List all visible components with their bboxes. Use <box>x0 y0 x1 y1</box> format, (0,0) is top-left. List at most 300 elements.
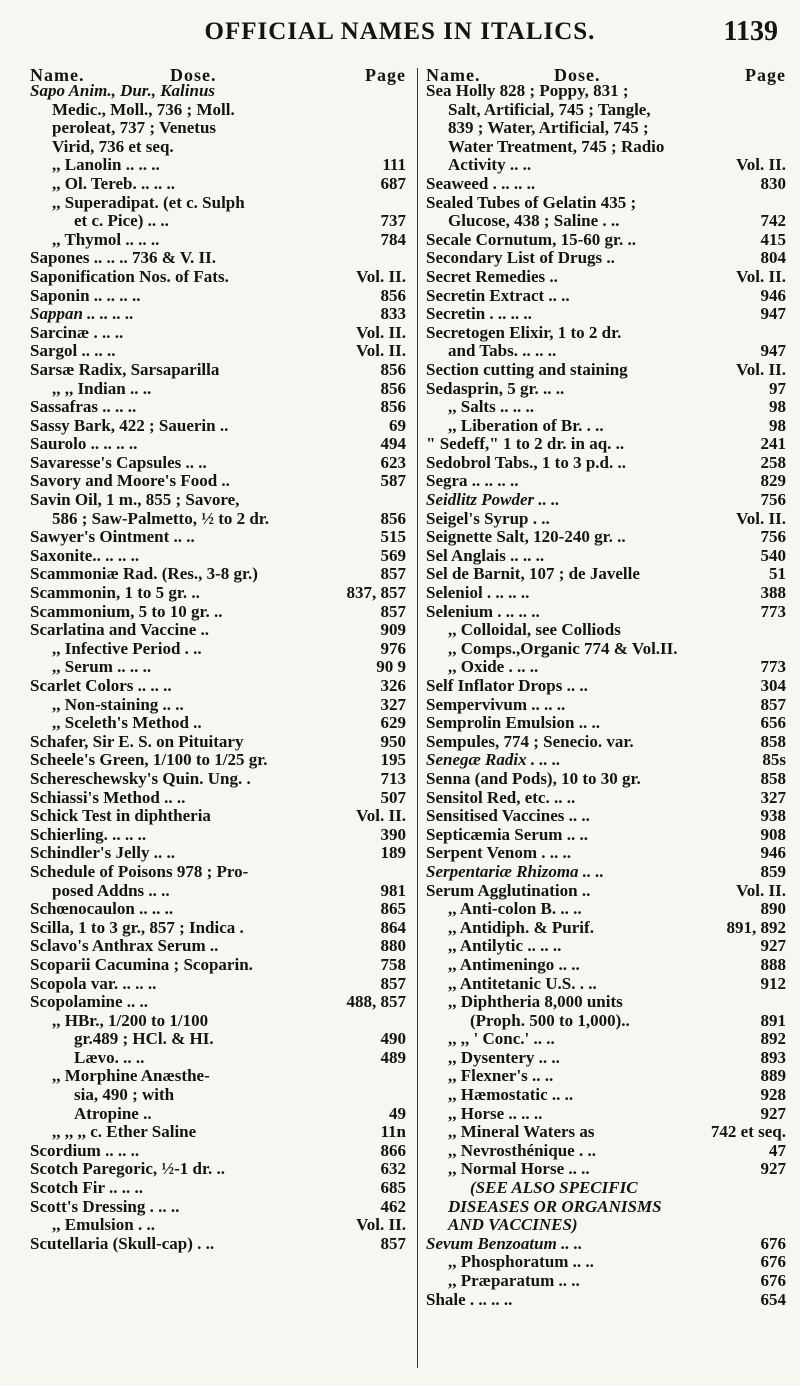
heading-name: Name. <box>426 65 481 85</box>
heading-dose: Dose. <box>170 65 217 85</box>
index-entry <box>30 1030 408 1049</box>
index-entry <box>30 733 408 752</box>
entry-text: Schick Test in diphtheria <box>30 806 211 826</box>
entry-page-ref: 908 <box>760 824 786 844</box>
entry-text: Schereschewsky's Quin. Ung. . <box>30 768 251 788</box>
index-entry <box>30 863 408 882</box>
index-entry <box>426 435 788 454</box>
index-entry <box>426 1235 788 1254</box>
entry-text: Schœnocaulon .. .. .. <box>30 899 174 919</box>
entry-page-ref: 950 <box>380 731 406 751</box>
index-entry <box>426 510 788 529</box>
entry-text: Schedule of Poisons 978 ; Pro- <box>30 861 249 881</box>
entry-text: Sawyer's Ointment .. .. <box>30 527 195 547</box>
entry-page-ref: Vol. II. <box>736 155 786 175</box>
entry-text: Sappan .. .. .. .. <box>30 304 134 324</box>
entry-text: Seaweed . .. .. .. <box>426 173 536 193</box>
index-entry <box>30 677 408 696</box>
entry-page-ref: 388 <box>760 583 786 603</box>
entry-text: Sassy Bark, 422 ; Sauerin .. <box>30 415 229 435</box>
index-entry <box>30 956 408 975</box>
index-entry <box>426 882 788 901</box>
entry-text: Senegæ Radix . .. .. <box>426 750 561 770</box>
entry-text: Shale . .. .. .. <box>426 1289 513 1309</box>
entry-page-ref: 837, 857 <box>346 583 406 603</box>
entry-page-ref: 889 <box>760 1066 786 1086</box>
index-entry <box>426 1253 788 1272</box>
index-entry <box>30 342 408 361</box>
column-divider <box>417 68 418 1368</box>
entry-text: ,, ,, ' Conc.' .. .. <box>448 1029 555 1049</box>
entry-text: Senna (and Pods), 10 to 30 gr. <box>426 768 641 788</box>
entry-text: Sedobrol Tabs., 1 to 3 p.d. .. <box>426 452 626 472</box>
entry-page-ref: 927 <box>760 1159 786 1179</box>
entry-page-ref: 909 <box>380 620 406 640</box>
index-entry <box>426 1012 788 1031</box>
entry-text: Activity .. .. <box>448 155 532 175</box>
index-entry <box>426 1086 788 1105</box>
entry-page-ref: 494 <box>380 434 406 454</box>
entry-page-ref: 85s <box>762 750 786 770</box>
entry-text: ,, Antilytic .. .. .. <box>448 936 562 956</box>
entry-page-ref: 857 <box>380 1233 406 1253</box>
entry-page-ref: 462 <box>380 1196 406 1216</box>
entry-page-ref: Vol. II. <box>356 806 406 826</box>
entry-page-ref: 326 <box>380 676 406 695</box>
entry-page-ref: 928 <box>760 1085 786 1105</box>
index-entry <box>426 398 788 417</box>
index-entry <box>30 287 408 306</box>
page-number: 1139 <box>723 16 778 47</box>
index-entry <box>426 380 788 399</box>
index-entry <box>426 565 788 584</box>
entry-text: Sevum Benzoatum .. .. <box>426 1233 583 1253</box>
index-entry <box>426 584 788 603</box>
entry-page-ref: 676 <box>760 1233 786 1253</box>
entry-text: Selenium . .. .. .. <box>426 601 540 621</box>
entry-text: (SEE ALSO SPECIFIC <box>470 1178 638 1198</box>
entry-text: ,, Antimeningo .. .. <box>448 954 580 974</box>
entry-page-ref: 829 <box>760 471 786 491</box>
entry-page-ref: 189 <box>380 843 406 863</box>
index-entry <box>426 751 788 770</box>
entry-text: Sedasprin, 5 gr. .. .. <box>426 378 565 398</box>
running-title: OFFICIAL NAMES IN ITALICS. <box>204 18 596 45</box>
entry-page-ref: 927 <box>760 1103 786 1123</box>
entry-text: Scopolamine .. .. <box>30 992 149 1012</box>
entry-page-ref: 327 <box>760 787 786 807</box>
index-entry <box>426 1272 788 1291</box>
entry-text: Sel Anglais .. .. .. <box>426 545 545 565</box>
entry-text: Secret Remedies .. <box>426 266 558 286</box>
right-index-column <box>426 82 788 1309</box>
index-entry <box>30 324 408 343</box>
entry-page-ref: 327 <box>380 694 406 714</box>
index-entry <box>426 1179 788 1198</box>
entry-text: Scotch Fir .. .. .. <box>30 1178 144 1198</box>
entry-text: Virid, 736 et seq. <box>52 136 174 156</box>
index-entry <box>426 993 788 1012</box>
index-entry <box>30 770 408 789</box>
index-entry <box>30 1142 408 1161</box>
index-entry <box>30 82 408 101</box>
entry-text: (Proph. 500 to 1,000).. <box>470 1010 630 1030</box>
entry-page-ref: 111 <box>382 155 406 175</box>
entry-text: Septicæmia Serum .. .. <box>426 824 588 844</box>
index-entry <box>30 993 408 1012</box>
index-entry <box>30 119 408 138</box>
entry-text: Secale Cornutum, 15-60 gr. .. <box>426 229 636 249</box>
entry-text: Scopola var. .. .. .. <box>30 973 157 993</box>
page-header <box>0 10 800 60</box>
entry-text: Sempervivum .. .. .. <box>426 694 566 714</box>
index-entry <box>426 1198 788 1217</box>
entry-page-ref: 713 <box>380 768 406 788</box>
entry-page-ref: 892 <box>760 1029 786 1049</box>
entry-text: 839 ; Water, Artificial, 745 ; <box>448 118 649 138</box>
entry-page-ref: Vol. II. <box>356 341 406 361</box>
entry-page-ref: Vol. II. <box>736 266 786 286</box>
entry-text: AND VACCINES) <box>448 1215 578 1235</box>
entry-page-ref: 676 <box>760 1252 786 1272</box>
entry-text: Scoparii Cacumina ; Scoparin. <box>30 954 253 974</box>
index-entry <box>426 789 788 808</box>
entry-text: gr.489 ; HCl. & HI. <box>74 1029 214 1049</box>
entry-text: ,, Comps.,Organic 774 & Vol.II. <box>448 638 678 658</box>
index-entry <box>426 826 788 845</box>
index-entry <box>426 919 788 938</box>
entry-text: Sarcinæ . .. .. <box>30 322 124 342</box>
index-entry <box>30 398 408 417</box>
entry-text: ,, ,, ,, c. Ether Saline <box>52 1122 197 1142</box>
entry-text: ,, Phosphoratum .. .. <box>448 1252 594 1272</box>
index-entry <box>30 640 408 659</box>
entry-page-ref: 632 <box>380 1159 406 1179</box>
index-entry <box>426 975 788 994</box>
entry-text: Saurolo .. .. .. .. <box>30 434 138 454</box>
entry-page-ref: 888 <box>760 954 786 974</box>
entry-page-ref: 47 <box>769 1140 786 1160</box>
entry-text: Section cutting and staining <box>426 359 628 379</box>
entry-text: Schierling. .. .. .. <box>30 824 147 844</box>
entry-page-ref: 858 <box>760 768 786 788</box>
index-entry <box>30 1012 408 1031</box>
entry-page-ref: 946 <box>760 843 786 863</box>
entry-text: Saponin .. .. .. .. <box>30 285 141 305</box>
index-entry <box>30 1216 408 1235</box>
entry-text: Atropine .. <box>74 1103 152 1123</box>
index-entry <box>30 454 408 473</box>
index-entry <box>30 919 408 938</box>
heading-page: Page <box>745 65 786 85</box>
index-entry <box>30 882 408 901</box>
entry-text: Seleniol . .. .. .. <box>426 583 530 603</box>
entry-text: ,, ,, Indian .. .. <box>52 378 152 398</box>
entry-text: Schiassi's Method .. .. <box>30 787 186 807</box>
entry-text: ,, Præparatum .. .. <box>448 1271 580 1290</box>
index-entry <box>30 789 408 808</box>
index-entry <box>426 287 788 306</box>
entry-text: Serum Agglutination .. <box>426 880 591 900</box>
index-entry <box>30 1123 408 1142</box>
entry-page-ref: 97 <box>769 378 786 398</box>
entry-page-ref: 976 <box>380 638 406 658</box>
entry-page-ref: 629 <box>380 713 406 733</box>
entry-page-ref: 773 <box>760 657 786 677</box>
entry-page-ref: 804 <box>760 248 786 268</box>
entry-page-ref: 856 <box>380 285 406 305</box>
entry-text: Self Inflator Drops .. .. <box>426 676 588 695</box>
index-entry <box>426 1067 788 1086</box>
index-entry <box>30 212 408 231</box>
entry-page-ref: 756 <box>760 527 786 547</box>
entry-text: Secretin . .. .. .. <box>426 304 532 324</box>
entry-page-ref: 515 <box>380 527 406 547</box>
index-entry <box>30 268 408 287</box>
entry-text: Sapones .. .. .. 736 & V. II. <box>30 248 216 268</box>
entry-text: Sempules, 774 ; Senecio. var. <box>426 731 634 751</box>
index-entry <box>426 1160 788 1179</box>
entry-text: Saxonite.. .. .. .. <box>30 545 140 565</box>
entry-text: Scilla, 1 to 3 gr., 857 ; Indica . <box>30 917 244 937</box>
entry-page-ref: 540 <box>760 545 786 565</box>
heading-name: Name. <box>30 65 85 85</box>
index-entry <box>30 510 408 529</box>
entry-page-ref: 857 <box>380 973 406 993</box>
index-entry <box>30 547 408 566</box>
entry-page-ref: Vol. II. <box>356 266 406 286</box>
entry-page-ref: 830 <box>760 173 786 193</box>
index-entry <box>426 305 788 324</box>
entry-page-ref: 865 <box>380 899 406 919</box>
index-entry <box>426 528 788 547</box>
entry-page-ref: 507 <box>380 787 406 807</box>
entry-text: Savaresse's Capsules .. .. <box>30 452 207 472</box>
entry-text: sia, 490 ; with <box>74 1085 175 1105</box>
entry-text: ,, Salts .. .. .. <box>448 397 534 417</box>
entry-text: " Sedeff," 1 to 2 dr. in aq. .. <box>426 434 625 454</box>
entry-page-ref: 98 <box>769 397 786 417</box>
entry-text: Scammonium, 5 to 10 gr. .. <box>30 601 223 621</box>
index-entry <box>30 807 408 826</box>
index-entry <box>426 194 788 213</box>
entry-text: Schindler's Jelly .. .. <box>30 843 175 863</box>
entry-text: Sapo Anim., Dur., Kalinus <box>30 81 216 100</box>
index-entry <box>426 1030 788 1049</box>
entry-page-ref: 833 <box>380 304 406 324</box>
entry-text: Sea Holly 828 ; Poppy, 831 ; <box>426 81 629 100</box>
entry-page-ref: 742 et seq. <box>710 1122 786 1142</box>
index-entry <box>426 268 788 287</box>
entry-text: Sclavo's Anthrax Serum .. <box>30 936 219 956</box>
heading-dose: Dose. <box>554 65 601 85</box>
entry-page-ref: 864 <box>380 917 406 937</box>
entry-text: 586 ; Saw-Palmetto, ½ to 2 dr. <box>52 508 270 528</box>
index-entry <box>426 119 788 138</box>
entry-page-ref: Vol. II. <box>736 359 786 379</box>
entry-page-ref: 685 <box>380 1178 406 1198</box>
index-entry <box>426 1291 788 1310</box>
index-entry <box>426 156 788 175</box>
index-entry <box>30 156 408 175</box>
index-entry <box>30 1160 408 1179</box>
entry-text: Saponification Nos. of Fats. <box>30 266 229 286</box>
index-entry <box>426 807 788 826</box>
entry-page-ref: 11n <box>380 1122 406 1142</box>
entry-text: ,, Emulsion . .. <box>52 1215 155 1235</box>
index-entry <box>30 417 408 436</box>
index-entry <box>30 231 408 250</box>
entry-text: Scott's Dressing . .. .. <box>30 1196 180 1216</box>
entry-page-ref: 946 <box>760 285 786 305</box>
index-entry <box>30 826 408 845</box>
index-entry <box>426 175 788 194</box>
entry-text: ,, Horse .. .. .. <box>448 1103 543 1123</box>
entry-text: ,, Anti-colon B. .. .. <box>448 899 582 919</box>
index-entry <box>30 380 408 399</box>
entry-page-ref: 866 <box>380 1140 406 1160</box>
entry-page-ref: 856 <box>380 508 406 528</box>
entry-text: Medic., Moll., 736 ; Moll. <box>52 99 235 119</box>
entry-page-ref: 857 <box>760 694 786 714</box>
index-entry <box>30 305 408 324</box>
entry-text: Savin Oil, 1 m., 855 ; Savore, <box>30 490 240 510</box>
entry-page-ref: 891, 892 <box>726 917 786 937</box>
entry-text: ,, Antidiph. & Purif. <box>448 917 594 937</box>
index-entry <box>426 863 788 882</box>
entry-page-ref: Vol. II. <box>356 1215 406 1235</box>
entry-text: Savory and Moore's Food .. <box>30 471 230 491</box>
index-entry <box>426 249 788 268</box>
index-entry <box>30 603 408 622</box>
index-entry <box>30 696 408 715</box>
index-entry <box>30 658 408 677</box>
entry-page-ref: Vol. II. <box>736 508 786 528</box>
entry-text: et c. Pice) .. .. <box>74 211 169 231</box>
entry-page-ref: 488, 857 <box>346 992 406 1012</box>
entry-text: ,, Lanolin .. .. .. <box>52 155 160 175</box>
entry-text: Schafer, Sir E. S. on Pituitary <box>30 731 244 751</box>
index-entry <box>426 324 788 343</box>
entry-text: ,, Sceleth's Method .. <box>52 713 202 733</box>
index-entry <box>30 751 408 770</box>
entry-text: peroleat, 737 ; Venetus <box>52 118 217 138</box>
entry-page-ref: 880 <box>380 936 406 956</box>
index-entry <box>426 621 788 640</box>
entry-text: Water Treatment, 745 ; Radio <box>448 136 665 156</box>
index-entry <box>426 361 788 380</box>
entry-page-ref: 258 <box>760 452 786 472</box>
entry-text: ,, Normal Horse .. .. <box>448 1159 590 1179</box>
entry-page-ref: 858 <box>760 731 786 751</box>
entry-text: Secretogen Elixir, 1 to 2 dr. <box>426 322 622 342</box>
index-entry <box>30 472 408 491</box>
entry-text: Secretin Extract .. .. <box>426 285 570 305</box>
index-entry <box>30 1179 408 1198</box>
index-entry <box>426 101 788 120</box>
entry-page-ref: 784 <box>380 229 406 249</box>
index-entry <box>426 138 788 157</box>
index-entry <box>30 565 408 584</box>
index-entry <box>30 194 408 213</box>
index-entry <box>30 621 408 640</box>
entry-page-ref: 859 <box>760 861 786 881</box>
index-entry <box>30 975 408 994</box>
index-entry <box>426 696 788 715</box>
entry-text: Scarlatina and Vaccine .. <box>30 620 209 640</box>
entry-page-ref: 69 <box>389 415 406 435</box>
index-entry <box>30 175 408 194</box>
index-entry <box>426 658 788 677</box>
entry-page-ref: 587 <box>380 471 406 491</box>
index-entry <box>426 231 788 250</box>
entry-text: and Tabs. .. .. .. <box>448 341 557 361</box>
entry-text: ,, Dysentery .. .. <box>448 1047 560 1067</box>
index-entry <box>426 472 788 491</box>
entry-page-ref: 856 <box>380 378 406 398</box>
entry-text: Sealed Tubes of Gelatin 435 ; <box>426 192 637 212</box>
entry-page-ref: 938 <box>760 806 786 826</box>
index-entry <box>426 547 788 566</box>
entry-text: ,, Flexner's .. .. <box>448 1066 554 1086</box>
entry-page-ref: 947 <box>760 304 786 324</box>
entry-page-ref: 893 <box>760 1047 786 1067</box>
index-entry <box>30 528 408 547</box>
entry-text: Scheele's Green, 1/100 to 1/25 gr. <box>30 750 268 770</box>
entry-text: Secondary List of Drugs .. <box>426 248 615 268</box>
entry-text: ,, Mineral Waters as <box>448 1122 595 1142</box>
index-entry <box>426 1216 788 1235</box>
index-entry <box>426 454 788 473</box>
entry-page-ref: 856 <box>380 397 406 417</box>
entry-page-ref: 758 <box>380 954 406 974</box>
entry-page-ref: 947 <box>760 341 786 361</box>
entry-text: ,, Nevrosthénique . .. <box>448 1140 596 1160</box>
entry-text: Serpentariæ Rhizoma .. .. <box>426 861 605 881</box>
index-entry <box>426 714 788 733</box>
index-entry <box>30 1086 408 1105</box>
index-entry <box>426 844 788 863</box>
index-entry <box>426 212 788 231</box>
entry-page-ref: 390 <box>380 824 406 844</box>
entry-page-ref: 856 <box>380 359 406 379</box>
entry-page-ref: 569 <box>380 545 406 565</box>
entry-page-ref: 890 <box>760 899 786 919</box>
entry-page-ref: 857 <box>380 601 406 621</box>
index-entry <box>426 82 788 101</box>
entry-text: Seigel's Syrup . .. <box>426 508 550 528</box>
entry-page-ref: 857 <box>380 564 406 584</box>
entry-text: Scarlet Colors .. .. .. <box>30 676 172 695</box>
index-entry <box>30 844 408 863</box>
index-entry <box>30 1235 408 1254</box>
index-entry <box>30 1105 408 1124</box>
entry-page-ref: 981 <box>380 880 406 900</box>
index-entry <box>30 361 408 380</box>
entry-page-ref: 304 <box>760 676 786 695</box>
index-entry <box>426 900 788 919</box>
entry-text: Scammoniæ Rad. (Res., 3-8 gr.) <box>30 564 258 584</box>
entry-text: Sensitised Vaccines .. .. <box>426 806 590 826</box>
entry-page-ref: Vol. II. <box>356 322 406 342</box>
entry-page-ref: 90 9 <box>376 657 406 677</box>
left-index-column <box>30 82 408 1253</box>
index-entry <box>426 1142 788 1161</box>
index-entry <box>426 1105 788 1124</box>
entry-text: ,, Liberation of Br. . .. <box>448 415 604 435</box>
index-entry <box>426 417 788 436</box>
index-entry <box>30 1049 408 1068</box>
